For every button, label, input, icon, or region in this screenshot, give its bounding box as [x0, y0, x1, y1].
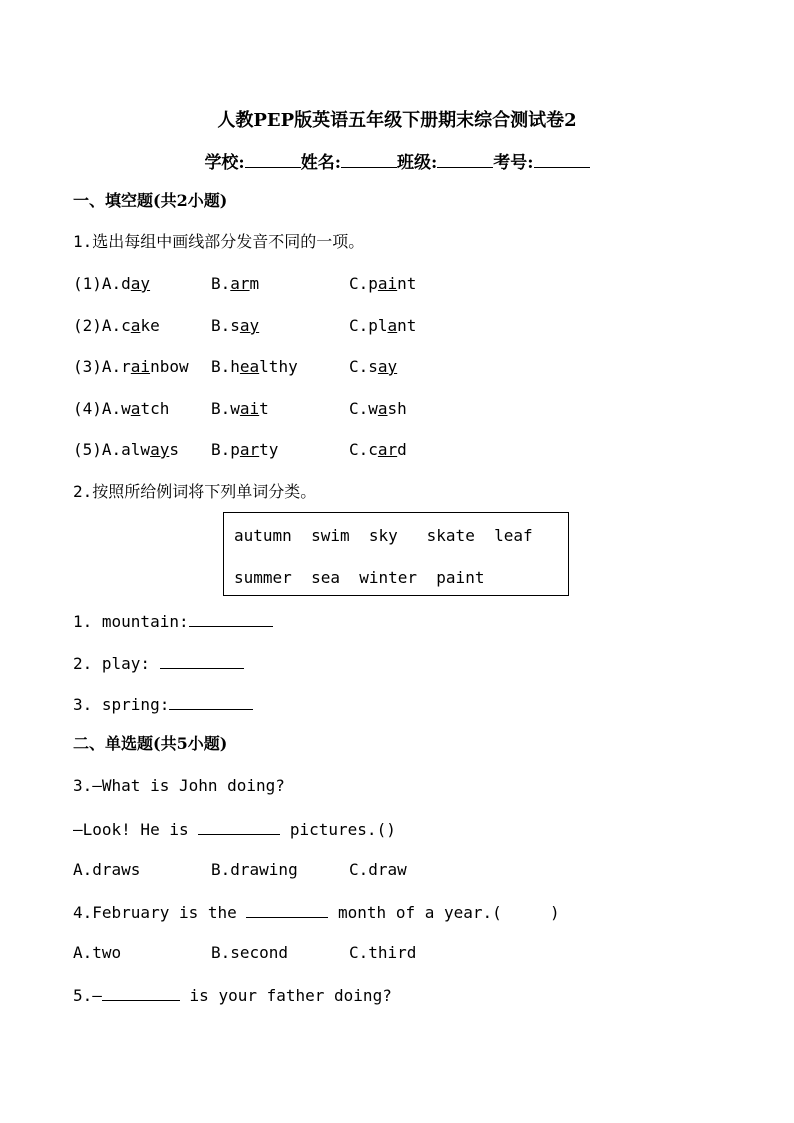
q1-row3-option-c[interactable]: C.say — [349, 357, 398, 376]
q1-row5-option-b[interactable]: B.party — [211, 440, 279, 459]
mountain-answer-blank[interactable] — [189, 610, 273, 627]
q5-answer-blank[interactable] — [102, 984, 180, 1001]
name-label: 姓名: — [300, 153, 341, 173]
number-label: 考号: — [493, 153, 534, 173]
q1-row1-option-a[interactable]: (1)A.day — [73, 274, 151, 293]
class-blank[interactable] — [437, 151, 493, 168]
word-bank-row-2: summer sea winter paint — [234, 568, 485, 587]
number-blank[interactable] — [534, 151, 590, 168]
section-heading-fill-in: 一、填空题(共2小题) — [73, 191, 228, 210]
q1-row5-option-a[interactable]: (5)A.always — [73, 440, 179, 459]
q2-item-play: 2. play: — [73, 652, 244, 674]
word-bank-row-1: autumn swim sky skate leaf — [234, 526, 533, 545]
q3-answer-blank[interactable] — [198, 818, 280, 835]
page-title: 人教PEP版英语五年级下册期末综合测试卷2 — [217, 110, 577, 131]
q3-option-c[interactable]: C.draw — [349, 860, 407, 879]
q1-row1-option-c[interactable]: C.paint — [349, 274, 417, 293]
q1-row2-option-a[interactable]: (2)A.cake — [73, 316, 160, 335]
spring-answer-blank[interactable] — [169, 693, 253, 710]
question-4-line: 4.February is the month of a year.( ) — [73, 903, 560, 922]
question-5-line: 5.— is your father doing? — [73, 986, 392, 1005]
q1-row1-option-b[interactable]: B.arm — [211, 274, 260, 293]
q1-row3-option-a[interactable]: (3)A.rainbow — [73, 357, 189, 376]
q2-item-spring: 3. spring: — [73, 693, 253, 715]
school-label: 学校: — [204, 153, 245, 173]
question-3-line-1: 3.—What is John doing? — [73, 776, 285, 795]
q4-option-b[interactable]: B.second — [211, 943, 289, 962]
q3-option-a[interactable]: A.draws — [73, 860, 141, 879]
question-3-line-2: —Look! He is pictures.() — [73, 820, 396, 839]
q1-row3-option-b[interactable]: B.healthy — [211, 357, 298, 376]
question-1-stem: 1.选出每组中画线部分发音不同的一项。 — [73, 232, 365, 251]
school-blank[interactable] — [245, 151, 301, 168]
word-bank-box — [223, 512, 569, 596]
play-answer-blank[interactable] — [160, 652, 244, 669]
q1-row2-option-b[interactable]: B.say — [211, 316, 260, 335]
q4-answer-blank[interactable] — [246, 901, 328, 918]
class-label: 班级: — [397, 153, 438, 173]
q2-item-mountain: 1. mountain: — [73, 610, 273, 632]
q4-option-c[interactable]: C.third — [349, 943, 417, 962]
question-2-stem: 2.按照所给例词将下列单词分类。 — [73, 482, 317, 501]
section-heading-single-choice: 二、单选题(共5小题) — [73, 734, 228, 753]
student-info-line — [0, 148, 794, 173]
q3-option-b[interactable]: B.drawing — [211, 860, 298, 879]
name-blank[interactable] — [341, 151, 397, 168]
q1-row4-option-c[interactable]: C.wash — [349, 399, 407, 418]
q1-row4-option-a[interactable]: (4)A.watch — [73, 399, 170, 418]
q1-row4-option-b[interactable]: B.wait — [211, 399, 269, 418]
q4-option-a[interactable]: A.two — [73, 943, 122, 962]
q1-row2-option-c[interactable]: C.plant — [349, 316, 417, 335]
q1-row5-option-c[interactable]: C.card — [349, 440, 407, 459]
